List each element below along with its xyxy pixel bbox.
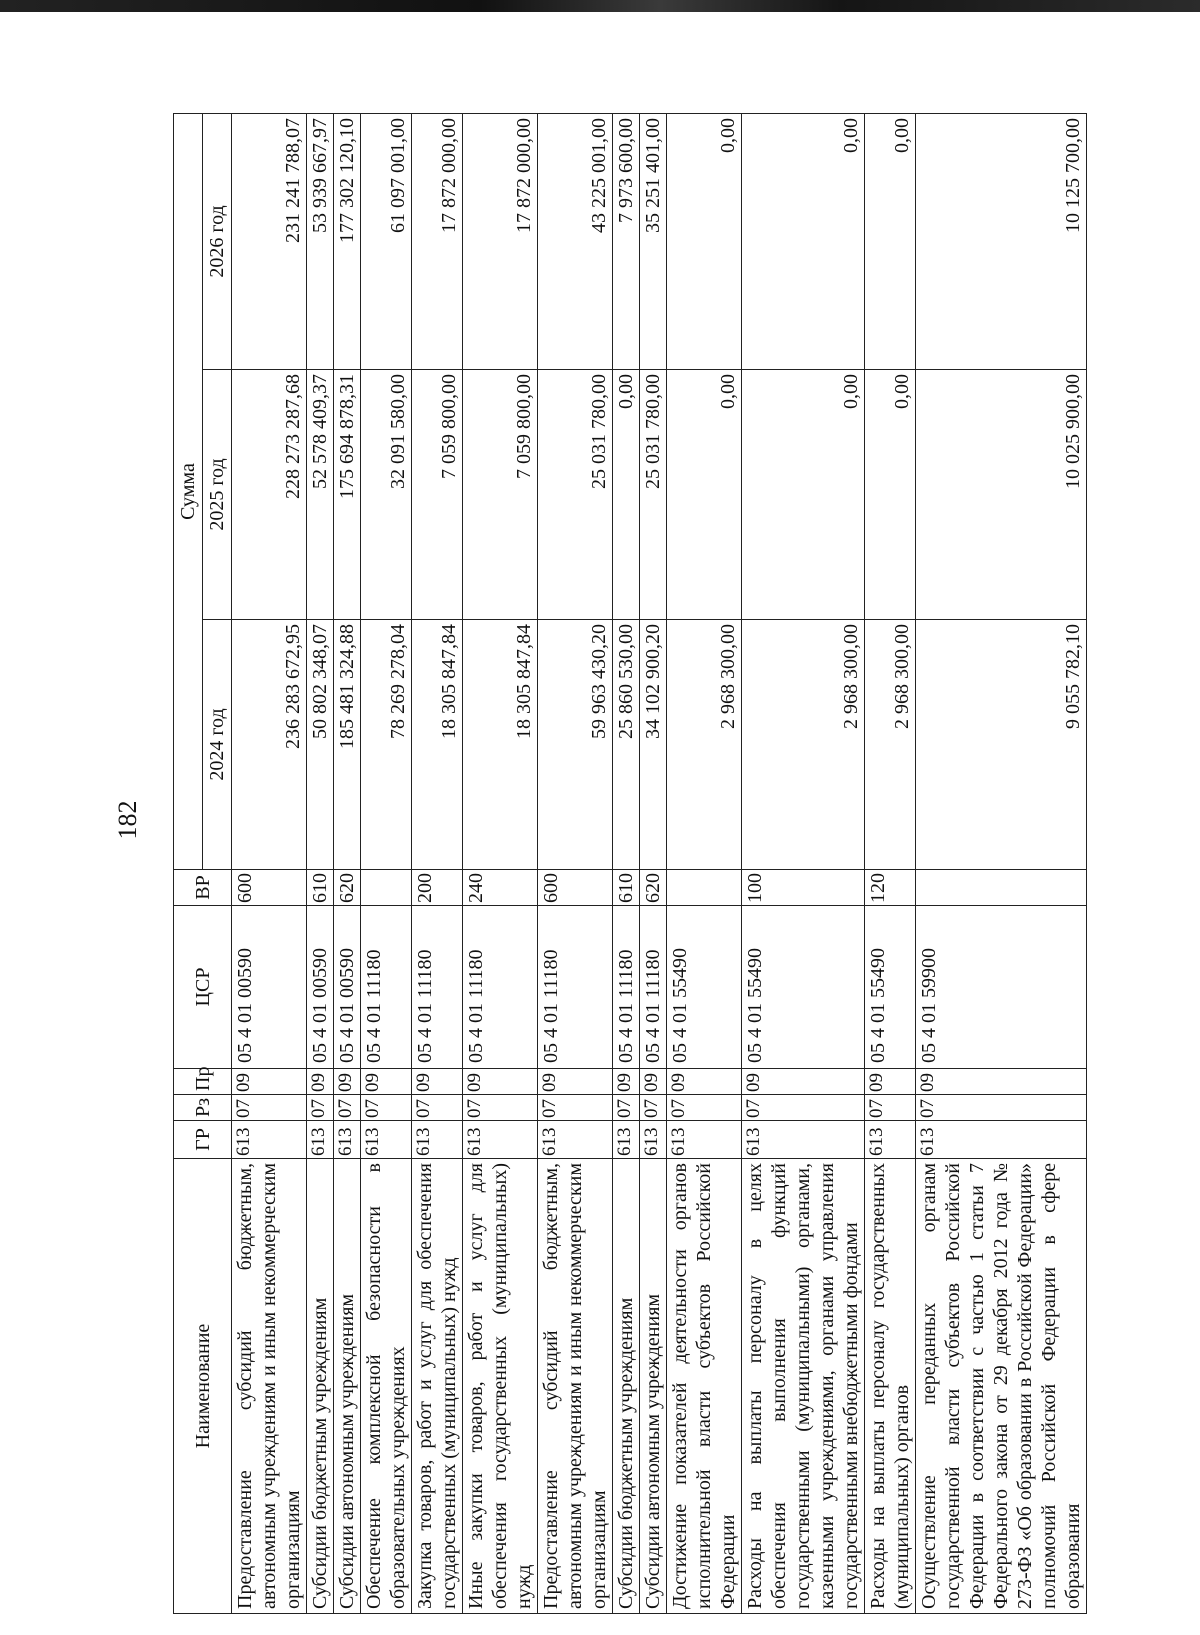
row-rz: 07 — [307, 1095, 334, 1121]
header-year-2024: 2024 год — [203, 620, 232, 870]
row-2026: 0,00 — [742, 113, 865, 369]
row-2025: 0,00 — [742, 370, 865, 620]
row-vr — [667, 870, 742, 906]
row-name: Расходы на выплаты персоналу в целях обеспечения выполнения функций государственными (муниципальными) органами, казенными учреждениями, органами управления государственными внебюджетными фондами — [742, 1159, 865, 1614]
row-name: Предоставление субсидий бюджетным, автономным учреждениям и иным некоммерческим организациям — [232, 1159, 307, 1614]
row-vr: 610 — [307, 870, 334, 906]
row-rz: 07 — [613, 1095, 640, 1121]
table-row — [412, 113, 463, 1613]
row-2025: 175 694 878,31 — [334, 370, 361, 620]
row-csr: 05 4 01 11180 — [613, 906, 640, 1069]
row-2024: 185 481 324,88 — [334, 620, 361, 870]
table-row — [865, 113, 916, 1613]
table-row — [916, 113, 1087, 1613]
row-2025: 25 031 780,00 — [640, 370, 667, 620]
row-2024: 2 968 300,00 — [667, 620, 742, 870]
row-rz: 07 — [412, 1095, 463, 1121]
row-2026: 61 097 001,00 — [361, 113, 412, 369]
row-pr: 09 — [667, 1069, 742, 1095]
row-2024: 34 102 900,20 — [640, 620, 667, 870]
row-2026: 0,00 — [667, 113, 742, 369]
row-name: Субсидии автономным учреждениям — [334, 1159, 361, 1614]
row-rz: 07 — [232, 1095, 307, 1121]
row-name: Субсидии бюджетным учреждениям — [613, 1159, 640, 1614]
row-2024: 18 305 847,84 — [412, 620, 463, 870]
row-vr: 610 — [613, 870, 640, 906]
row-2026: 7 973 600,00 — [613, 113, 640, 369]
row-vr: 120 — [865, 870, 916, 906]
row-rz: 07 — [640, 1095, 667, 1121]
table-row — [307, 113, 334, 1613]
row-2024: 50 802 348,07 — [307, 620, 334, 870]
row-csr: 05 4 01 11180 — [412, 906, 463, 1069]
row-vr: 600 — [232, 870, 307, 906]
row-2025: 0,00 — [613, 370, 640, 620]
header-name: Наименование — [174, 1159, 232, 1614]
table-body — [232, 113, 1087, 1613]
row-2026: 231 241 788,07 — [232, 113, 307, 369]
row-2025: 228 273 287,68 — [232, 370, 307, 620]
row-rz: 07 — [742, 1095, 865, 1121]
row-csr: 05 4 01 55490 — [865, 906, 916, 1069]
row-gr: 613 — [613, 1121, 640, 1159]
row-2026: 17 872 000,00 — [463, 113, 538, 369]
row-gr: 613 — [334, 1121, 361, 1159]
header-year-2026: 2026 год — [203, 113, 232, 369]
budget-table — [173, 113, 1087, 1614]
row-gr: 613 — [916, 1121, 1087, 1159]
table-row — [232, 113, 307, 1613]
row-2024: 78 269 278,04 — [361, 620, 412, 870]
row-pr: 09 — [232, 1069, 307, 1095]
row-rz: 07 — [538, 1095, 613, 1121]
page-number: 182 — [113, 800, 142, 840]
row-2025: 0,00 — [667, 370, 742, 620]
row-gr: 613 — [742, 1121, 865, 1159]
row-pr: 09 — [307, 1069, 334, 1095]
row-name: Иные закупки товаров, работ и услуг для обеспечения государственных (муниципальных) нужд — [463, 1159, 538, 1614]
row-vr: 200 — [412, 870, 463, 906]
row-rz: 07 — [334, 1095, 361, 1121]
row-2026: 35 251 401,00 — [640, 113, 667, 369]
row-rz: 07 — [361, 1095, 412, 1121]
header-pr: Пр — [174, 1069, 232, 1095]
row-pr: 09 — [613, 1069, 640, 1095]
row-pr: 09 — [742, 1069, 865, 1095]
row-pr: 09 — [640, 1069, 667, 1095]
row-2026: 53 939 667,97 — [307, 113, 334, 369]
row-csr: 05 4 01 00590 — [232, 906, 307, 1069]
table-row — [640, 113, 667, 1613]
row-name: Осуществление переданных органам государственной власти субъектов Российской Федерации в соответствии с частью 1 статьи 7 Федерального закона от 29 декабря 2012 года № 273-ФЗ «Об образовании в Российской Федерации» полномочий Российской Федерации в сфере образования — [916, 1159, 1087, 1614]
row-vr: 100 — [742, 870, 865, 906]
row-csr: 05 4 01 55490 — [667, 906, 742, 1069]
row-2024: 18 305 847,84 — [463, 620, 538, 870]
row-pr: 09 — [916, 1069, 1087, 1095]
row-2024: 2 968 300,00 — [742, 620, 865, 870]
row-name: Субсидии бюджетным учреждениям — [307, 1159, 334, 1614]
row-2025: 52 578 409,37 — [307, 370, 334, 620]
row-name: Субсидии автономным учреждениям — [640, 1159, 667, 1614]
row-gr: 613 — [412, 1121, 463, 1159]
budget-table-rotated — [173, 114, 1087, 1614]
row-gr: 613 — [538, 1121, 613, 1159]
row-name: Предоставление субсидий бюджетным, автономным учреждениям и иным некоммерческим организациям — [538, 1159, 613, 1614]
scan-edge-bar — [0, 0, 1200, 12]
row-rz: 07 — [667, 1095, 742, 1121]
header-year-2025: 2025 год — [203, 370, 232, 620]
row-vr: 600 — [538, 870, 613, 906]
row-name: Достижение показателей деятельности органов исполнительной власти субъектов Российской Федерации — [667, 1159, 742, 1614]
header-rz: Рз — [174, 1095, 232, 1121]
row-rz: 07 — [916, 1095, 1087, 1121]
row-csr: 05 4 01 00590 — [307, 906, 334, 1069]
row-vr: 620 — [640, 870, 667, 906]
table-row — [613, 113, 640, 1613]
row-vr — [916, 870, 1087, 906]
header-sum: Сумма — [174, 113, 203, 869]
row-pr: 09 — [865, 1069, 916, 1095]
row-vr: 620 — [334, 870, 361, 906]
row-pr: 09 — [463, 1069, 538, 1095]
row-2026: 17 872 000,00 — [412, 113, 463, 369]
row-csr: 05 4 01 00590 — [334, 906, 361, 1069]
row-2025: 32 091 580,00 — [361, 370, 412, 620]
table-row — [361, 113, 412, 1613]
header-gr: ГР — [174, 1121, 232, 1159]
row-2025: 0,00 — [865, 370, 916, 620]
row-vr: 240 — [463, 870, 538, 906]
row-2025: 7 059 800,00 — [463, 370, 538, 620]
row-gr: 613 — [640, 1121, 667, 1159]
table-row — [742, 113, 865, 1613]
table-row — [334, 113, 361, 1613]
row-pr: 09 — [334, 1069, 361, 1095]
row-2026: 10 125 700,00 — [916, 113, 1087, 369]
row-gr: 613 — [307, 1121, 334, 1159]
row-gr: 613 — [463, 1121, 538, 1159]
table-row — [463, 113, 538, 1613]
table-row — [538, 113, 613, 1613]
row-csr: 05 4 01 55490 — [742, 906, 865, 1069]
row-csr: 05 4 01 11180 — [361, 906, 412, 1069]
row-2024: 25 860 530,00 — [613, 620, 640, 870]
row-2024: 9 055 782,10 — [916, 620, 1087, 870]
row-pr: 09 — [538, 1069, 613, 1095]
row-rz: 07 — [463, 1095, 538, 1121]
row-2026: 177 302 120,10 — [334, 113, 361, 369]
row-csr: 05 4 01 11180 — [463, 906, 538, 1069]
table-header — [174, 113, 232, 1613]
row-2026: 0,00 — [865, 113, 916, 369]
row-2026: 43 225 001,00 — [538, 113, 613, 369]
row-2024: 236 283 672,95 — [232, 620, 307, 870]
row-csr: 05 4 01 11180 — [640, 906, 667, 1069]
row-name: Закупка товаров, работ и услуг для обеспечения государственных (муниципальных) нужд — [412, 1159, 463, 1614]
row-csr: 05 4 01 59900 — [916, 906, 1087, 1069]
row-gr: 613 — [667, 1121, 742, 1159]
row-2025: 7 059 800,00 — [412, 370, 463, 620]
row-2024: 2 968 300,00 — [865, 620, 916, 870]
row-gr: 613 — [865, 1121, 916, 1159]
row-2024: 59 963 430,20 — [538, 620, 613, 870]
row-gr: 613 — [232, 1121, 307, 1159]
row-vr — [361, 870, 412, 906]
row-name: Обеспечение комплексной безопасности в образовательных учреждениях — [361, 1159, 412, 1614]
row-csr: 05 4 01 11180 — [538, 906, 613, 1069]
row-rz: 07 — [865, 1095, 916, 1121]
header-vr: ВР — [174, 870, 232, 906]
row-pr: 09 — [361, 1069, 412, 1095]
row-2025: 10 025 900,00 — [916, 370, 1087, 620]
table-row — [667, 113, 742, 1613]
row-pr: 09 — [412, 1069, 463, 1095]
row-2025: 25 031 780,00 — [538, 370, 613, 620]
row-gr: 613 — [361, 1121, 412, 1159]
header-csr: ЦСР — [174, 906, 232, 1069]
row-name: Расходы на выплаты персоналу государственных (муниципальных) органов — [865, 1159, 916, 1614]
